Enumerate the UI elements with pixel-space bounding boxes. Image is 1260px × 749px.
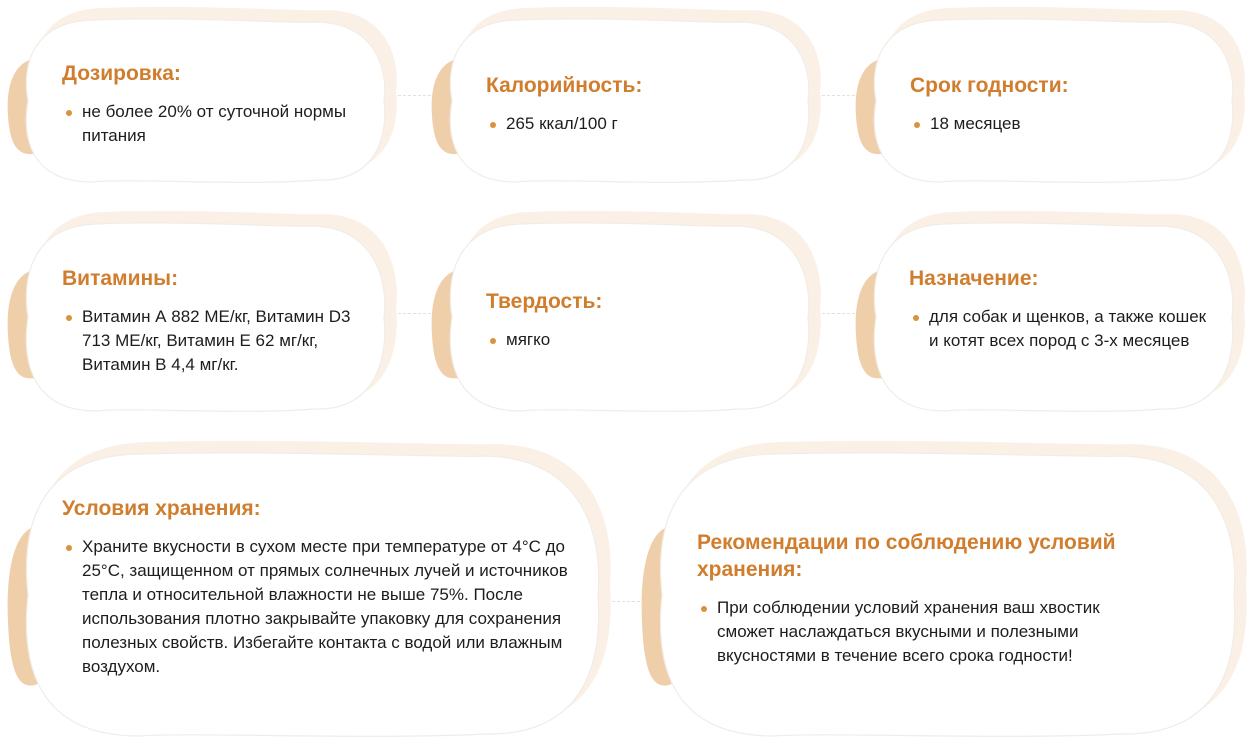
item-text: Храните вкусности в сухом месте при температуре от 4°C до 25°C, защищенном от прямых солнечных лучей и источников тепла и относительной влажности не выше 75%. После использования плотно закрывайте упаковку для сохранения полезных свойств. Избегайте контакта с водой или влажным воздухом.	[82, 537, 568, 676]
list-item	[486, 112, 776, 136]
card-title: Твердость:	[486, 290, 603, 313]
info-card-storage-conditions	[6, 442, 616, 742]
card-title: Рекомендации по соблюдению условий хранения:	[697, 531, 1116, 581]
info-card-calories	[430, 8, 826, 188]
info-card-dosage	[6, 8, 402, 188]
card-title: Дозировка:	[62, 62, 181, 85]
list-item	[910, 112, 1210, 136]
list-item	[697, 596, 1147, 668]
item-text: мягко	[506, 330, 551, 349]
bullet-icon	[914, 122, 920, 128]
list-item	[62, 100, 352, 148]
item-text: Витамин А 882 МЕ/кг, Витамин D3 713 МЕ/кг, Витамин Е 62 мг/кг, Витамин В 4,4 мг/кг.	[82, 307, 351, 374]
info-card-storage-recommendations	[640, 442, 1252, 742]
card-title: Срок годности:	[910, 74, 1069, 97]
bullet-icon	[490, 122, 496, 128]
list-item	[62, 305, 367, 377]
card-title: Назначение:	[909, 267, 1039, 290]
bullet-icon	[701, 606, 707, 612]
card-title: Витамины:	[62, 267, 179, 290]
info-card-vitamins	[6, 212, 402, 417]
bullet-icon	[66, 110, 72, 116]
bullet-icon	[66, 545, 72, 551]
info-card-shelf-life	[854, 8, 1250, 188]
bullet-icon	[490, 338, 496, 344]
item-text: не более 20% от суточной нормы питания	[82, 102, 347, 145]
item-text: При соблюдении условий хранения ваш хвостик сможет наслаждаться вкусными и полезными вкусностями в течение всего срока годности!	[717, 598, 1100, 665]
info-card-hardness	[430, 212, 826, 417]
bullet-icon	[913, 315, 919, 321]
item-text: 18 месяцев	[930, 114, 1021, 133]
item-text: 265 ккал/100 г	[506, 114, 618, 133]
list-item	[909, 305, 1214, 353]
item-text: для собак и щенков, а также кошек и котят всех пород с 3-х месяцев	[929, 307, 1207, 350]
list-item	[62, 535, 574, 679]
info-card-purpose	[854, 212, 1250, 417]
bullet-icon	[66, 315, 72, 321]
card-title: Условия хранения:	[62, 497, 261, 520]
list-item	[486, 328, 776, 352]
card-title: Калорийность:	[486, 74, 643, 97]
